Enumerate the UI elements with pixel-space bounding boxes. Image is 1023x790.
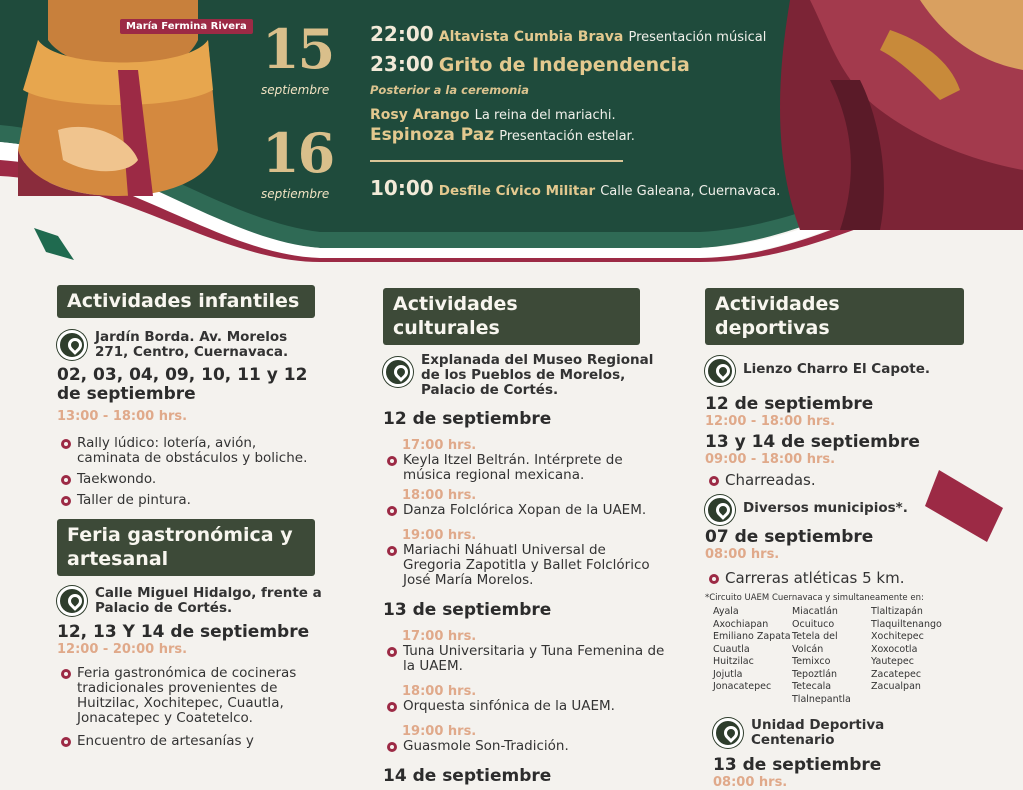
- bullet-icon: [387, 456, 397, 466]
- bullet-icon: [61, 669, 71, 679]
- day-16-number: 16: [262, 121, 334, 185]
- gastronomica-hours: 12:00 - 20:00 hrs.: [57, 642, 188, 657]
- location-pin-icon: [713, 718, 743, 748]
- list-item: Carreras atléticas 5 km.: [705, 571, 950, 586]
- list-item: Jojutla: [713, 668, 743, 680]
- after-ceremony: Posterior a la ceremonia: [370, 83, 529, 97]
- event-time: 23:00: [370, 52, 434, 76]
- location-pin-icon: [705, 356, 735, 386]
- municipios-column: [713, 606, 792, 706]
- section-title-infantiles: Actividades infantiles: [57, 285, 315, 318]
- location-lienzo-charro: [705, 362, 950, 377]
- location-text: Jardín Borda. Av. Morelos 271, Centro, Cuernavaca.: [95, 329, 289, 360]
- event-name: Altavista Cumbia Brava: [438, 29, 624, 45]
- event-desc: Calle Galeana, Cuernavaca.: [600, 184, 781, 199]
- day-16-month: septiembre: [261, 187, 330, 201]
- list-item: Emiliano Zapata: [713, 631, 791, 642]
- list-item: Ocuituco: [792, 618, 835, 630]
- list-item: Tetecala: [792, 681, 832, 692]
- divider-line: [370, 160, 623, 162]
- list-item: Xoxocotla: [871, 643, 918, 655]
- location-museo: [383, 353, 668, 398]
- culturales-hours: 19:00 hrs.: [402, 528, 477, 543]
- municipios-column: [871, 606, 950, 706]
- municipios-list: [713, 606, 950, 706]
- list-item: Tuna Universitaria y Tuna Femenina de la UAEM.: [383, 644, 668, 674]
- deportivas-date-13-14: 13 y 14 de septiembre: [705, 432, 920, 452]
- location-text: Calle Miguel Hidalgo, frente a Palacio de Cortés.: [95, 585, 322, 616]
- event-time: 10:00: [370, 176, 434, 200]
- gastronomica-dates: 12, 13 Y 14 de septiembre: [57, 622, 310, 642]
- event-desc: Presentación músical: [628, 30, 767, 45]
- column-deportivas: [705, 288, 950, 790]
- bullet-icon: [61, 737, 71, 747]
- culturales-date-14: 14 de septiembre: [383, 766, 552, 786]
- event-grito: [370, 52, 690, 76]
- event-rosy-arango: [370, 104, 616, 123]
- list-item: Temixco: [792, 656, 831, 667]
- event-name: Grito de Independencia: [438, 54, 690, 76]
- list-item: Tlalnepantla: [792, 693, 851, 705]
- list-item: Ayala: [713, 606, 739, 617]
- rider-illustration: [770, 0, 1023, 230]
- infantiles-dates: 02, 03, 04, 09, 10, 11 y 12 de septiembre: [57, 365, 308, 404]
- bullet-icon: [709, 574, 719, 584]
- deportivas-date-07: 07 de septiembre: [705, 527, 874, 547]
- list-item: Cuautla: [713, 643, 750, 655]
- location-pin-icon: [383, 357, 413, 387]
- list-item: Zacualpan: [871, 681, 921, 692]
- bullet-icon: [387, 742, 397, 752]
- event-altavista: [370, 22, 766, 46]
- event-espinoza-paz: [370, 125, 635, 145]
- culturales-hours: 17:00 hrs.: [402, 629, 477, 644]
- location-pin-icon: [57, 330, 87, 360]
- header-banner: [0, 0, 1023, 262]
- municipios-note: *Circuito UAEM Cuernavaca y simultaneamente en:: [705, 593, 924, 603]
- location-diversos-municipios: [705, 501, 950, 516]
- location-pin-icon: [705, 495, 735, 525]
- section-title-gastronomica: Feria gastronómica y artesanal: [57, 519, 315, 576]
- deportivas-hours: 08:00 hrs.: [705, 547, 780, 562]
- bullet-icon: [387, 647, 397, 657]
- deportivas-hours: 08:00 hrs.: [713, 775, 788, 790]
- culturales-hours: 17:00 hrs.: [402, 438, 477, 453]
- location-text: Diversos municipios*.: [743, 500, 908, 516]
- column-culturales: [383, 288, 668, 786]
- event-desfile: [370, 176, 780, 200]
- list-item: Keyla Itzel Beltrán. Intérprete de música regional mexicana.: [383, 453, 668, 483]
- location-miguel-hidalgo: [57, 586, 322, 616]
- culturales-hours: 19:00 hrs.: [402, 724, 477, 739]
- location-pin-icon: [57, 586, 87, 616]
- list-item: Zacatepec: [871, 668, 922, 680]
- list-item: Encuentro de artesanías y: [57, 734, 322, 749]
- list-item: Mariachi Náhuatl Universal de Gregoria Zapotitla y Ballet Folclórico José María Morelos.: [383, 543, 668, 588]
- bullet-icon: [387, 546, 397, 556]
- municipios-column: [792, 606, 871, 706]
- illustration-credit: María Fermina Rivera: [120, 19, 253, 34]
- event-name: Rosy Arango: [370, 107, 470, 123]
- list-item: Tetela del Volcán: [792, 631, 838, 655]
- bullet-icon: [61, 439, 71, 449]
- list-item: Charreadas.: [705, 473, 950, 488]
- list-item: Taekwondo.: [57, 472, 322, 487]
- section-title-deportivas: Actividades deportivas: [705, 288, 964, 345]
- list-item: Jonacatepec: [713, 681, 772, 692]
- bullet-icon: [387, 506, 397, 516]
- list-item: Tlaquiltenango: [871, 618, 942, 630]
- event-desc: La reina del mariachi.: [474, 108, 616, 123]
- location-jardin-borda: [57, 330, 322, 360]
- bullet-icon: [709, 476, 719, 486]
- event-name: Desfile Cívico Militar: [438, 183, 596, 199]
- location-text: Lienzo Charro El Capote.: [743, 361, 930, 377]
- list-item: Taller de pintura.: [57, 493, 322, 508]
- location-unidad-deportiva: [705, 718, 950, 748]
- event-time: 22:00: [370, 22, 434, 46]
- deportivas-hours: 12:00 - 18:00 hrs.: [705, 414, 836, 429]
- culturales-date-12: 12 de septiembre: [383, 409, 552, 429]
- list-item: Xochitepec: [871, 631, 924, 642]
- list-item: Tepoztlán: [792, 668, 838, 680]
- bullet-icon: [61, 475, 71, 485]
- list-item: Miacatlán: [792, 606, 838, 617]
- list-item: Danza Folclórica Xopan de la UAEM.: [383, 503, 668, 518]
- list-item: Tlaltizapán: [871, 606, 923, 617]
- list-item: Feria gastronómica de cocineras tradicionales provenientes de Huitzilac, Xochitepec, Cuautla, Jonacatepec y Coatetelco.: [57, 666, 322, 726]
- list-item: Axochiapan: [713, 618, 769, 630]
- bullet-icon: [61, 496, 71, 506]
- list-item: Huitzilac: [713, 656, 754, 667]
- bullet-icon: [387, 702, 397, 712]
- location-text: Explanada del Museo Regional de los Pueblos de Morelos, Palacio de Cortés.: [421, 352, 654, 398]
- culturales-date-13: 13 de septiembre: [383, 600, 552, 620]
- deportivas-date-13: 13 de septiembre: [713, 755, 882, 775]
- day-15-number: 15: [262, 17, 334, 81]
- event-desc: Presentación estelar.: [499, 129, 635, 144]
- deportivas-hours: 09:00 - 18:00 hrs.: [705, 452, 836, 467]
- column-infantiles: [57, 285, 322, 749]
- list-item: Guasmole Son-Tradición.: [383, 739, 668, 754]
- culturales-hours: 18:00 hrs.: [402, 488, 477, 503]
- deportivas-date-12: 12 de septiembre: [705, 394, 874, 414]
- list-item: Yautepec: [871, 656, 915, 667]
- infantiles-hours: 13:00 - 18:00 hrs.: [57, 409, 188, 424]
- day-15-month: septiembre: [261, 83, 330, 97]
- culturales-hours: 18:00 hrs.: [402, 684, 477, 699]
- list-item: Orquesta sinfónica de la UAEM.: [383, 699, 668, 714]
- section-title-culturales: Actividades culturales: [383, 288, 640, 345]
- location-text: Unidad Deportiva Centenario: [751, 717, 885, 748]
- event-name: Espinoza Paz: [370, 125, 495, 145]
- list-item: Rally lúdico: lotería, avión, caminata de obstáculos y boliche.: [57, 436, 322, 466]
